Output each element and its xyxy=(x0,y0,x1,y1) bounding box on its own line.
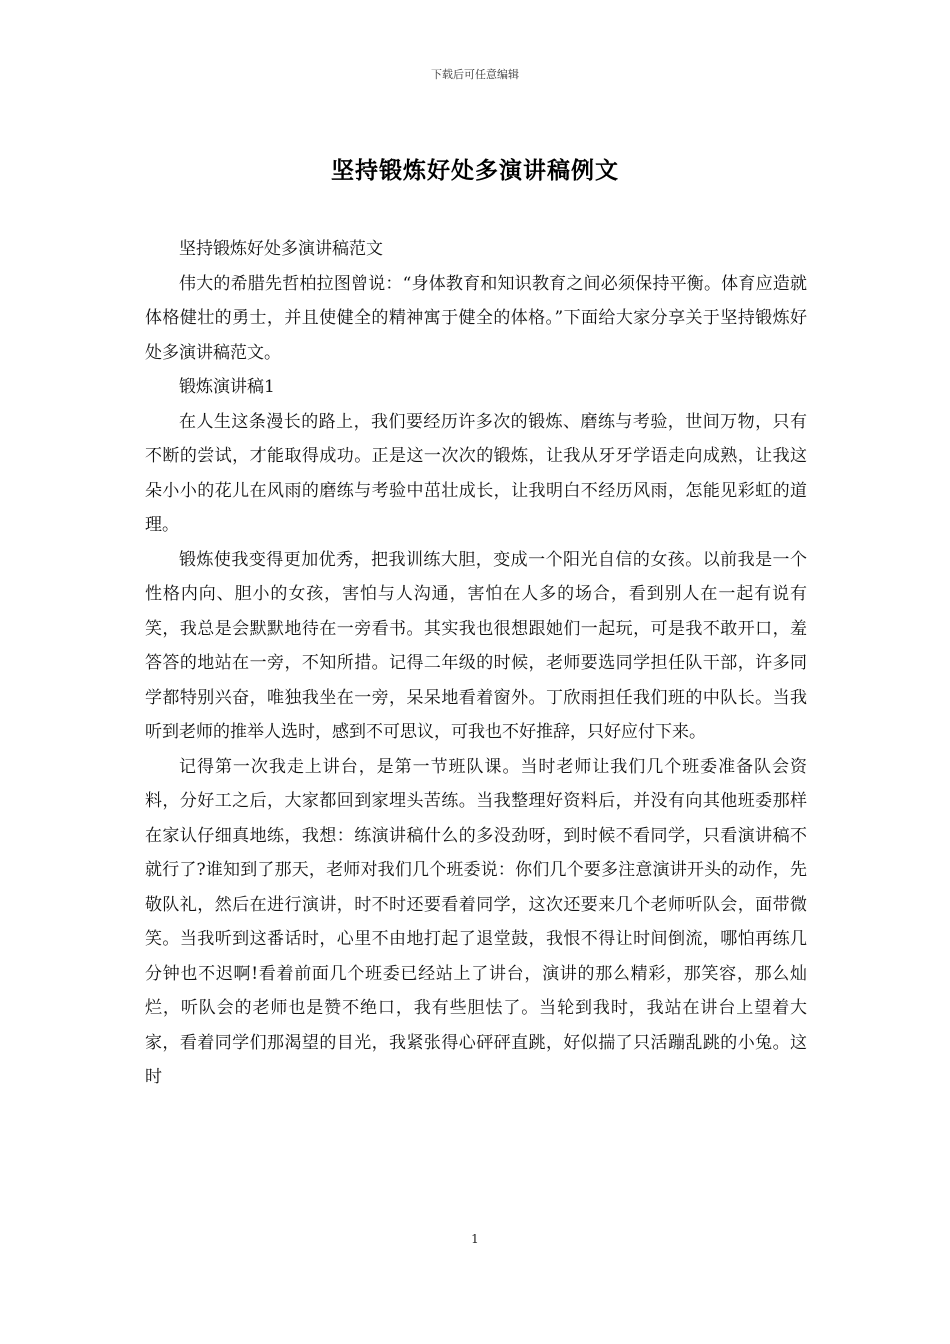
document-body xyxy=(145,232,807,1095)
paragraph: 在人生这条漫长的路上，我们要经历许多次的锻炼、磨练与考验，世间万物，只有不断的尝试，才能取得成功。正是这一次次的锻炼，让我从牙牙学语走向成熟，让我这朵小小的花儿在风雨的磨练与考验中茁壮成长，让我明白不经历风雨，怎能见彩虹的道理。 xyxy=(145,411,807,535)
header-note: 下载后可任意编辑 xyxy=(431,68,519,81)
paragraph: 锻炼使我变得更加优秀，把我训练大胆，变成一个阳光自信的女孩。以前我是一个性格内向、胆小的女孩，害怕与人沟通，害怕在人多的场合，看到别人在一起有说有笑，我总是会默默地待在一旁看书。其实我也很想跟她们一起玩，可是我不敢开口，羞答答的地站在一旁，不知所措。记得二年级的时候，老师要选同学担任队干部，许多同学都特别兴奋，唯独我坐在一旁，呆呆地看着窗外。丁欣雨担任我们班的中队长。当我听到老师的推举人选时，感到不可思议，可我也不好推辞，只好应付下来。 xyxy=(145,549,807,742)
paragraph-subtitle: 坚持锻炼好处多演讲稿范文 xyxy=(179,239,383,259)
page-number: 1 xyxy=(471,1232,479,1246)
document-title: 坚持锻炼好处多演讲稿例文 xyxy=(331,157,619,184)
paragraph: 记得第一次我走上讲台，是第一节班队课。当时老师让我们几个班委准备队会资料，分好工之后，大家都回到家埋头苦练。当我整理好资料后，并没有向其他班委那样在家认仔细真地练，我想：练演讲稿什么的多没劲呀，到时候不看同学，只看演讲稿不就行了?谁知到了那天，老师对我们几个班委说：你们几个要多注意演讲开头的动作，先敬队礼，然后在进行演讲，时不时还要看着同学，这次还要来几个老师听队会，面带微笑。当我听到这番话时，心里不由地打起了退堂鼓，我恨不得让时间倒流，哪怕再练几分钟也不迟啊!看着前面几个班委已经站上了讲台，演讲的那么精彩，那笑容，那么灿烂，听队会的老师也是赞不绝口，我有些胆怯了。当轮到我时，我站在讲台上望着大家，看着同学们那渴望的目光，我紧张得心砰砰直跳，好似揣了只活蹦乱跳的小兔。这时 xyxy=(145,756,807,1087)
paragraph-intro: 伟大的希腊先哲柏拉图曾说：“身体教育和知识教育之间必须保持平衡。体育应造就体格健壮的勇士，并且使健全的精神寓于健全的体格。”下面给大家分享关于坚持锻炼好处多演讲稿范文。 xyxy=(145,273,807,363)
section-heading: 锻炼演讲稿1 xyxy=(179,377,275,397)
